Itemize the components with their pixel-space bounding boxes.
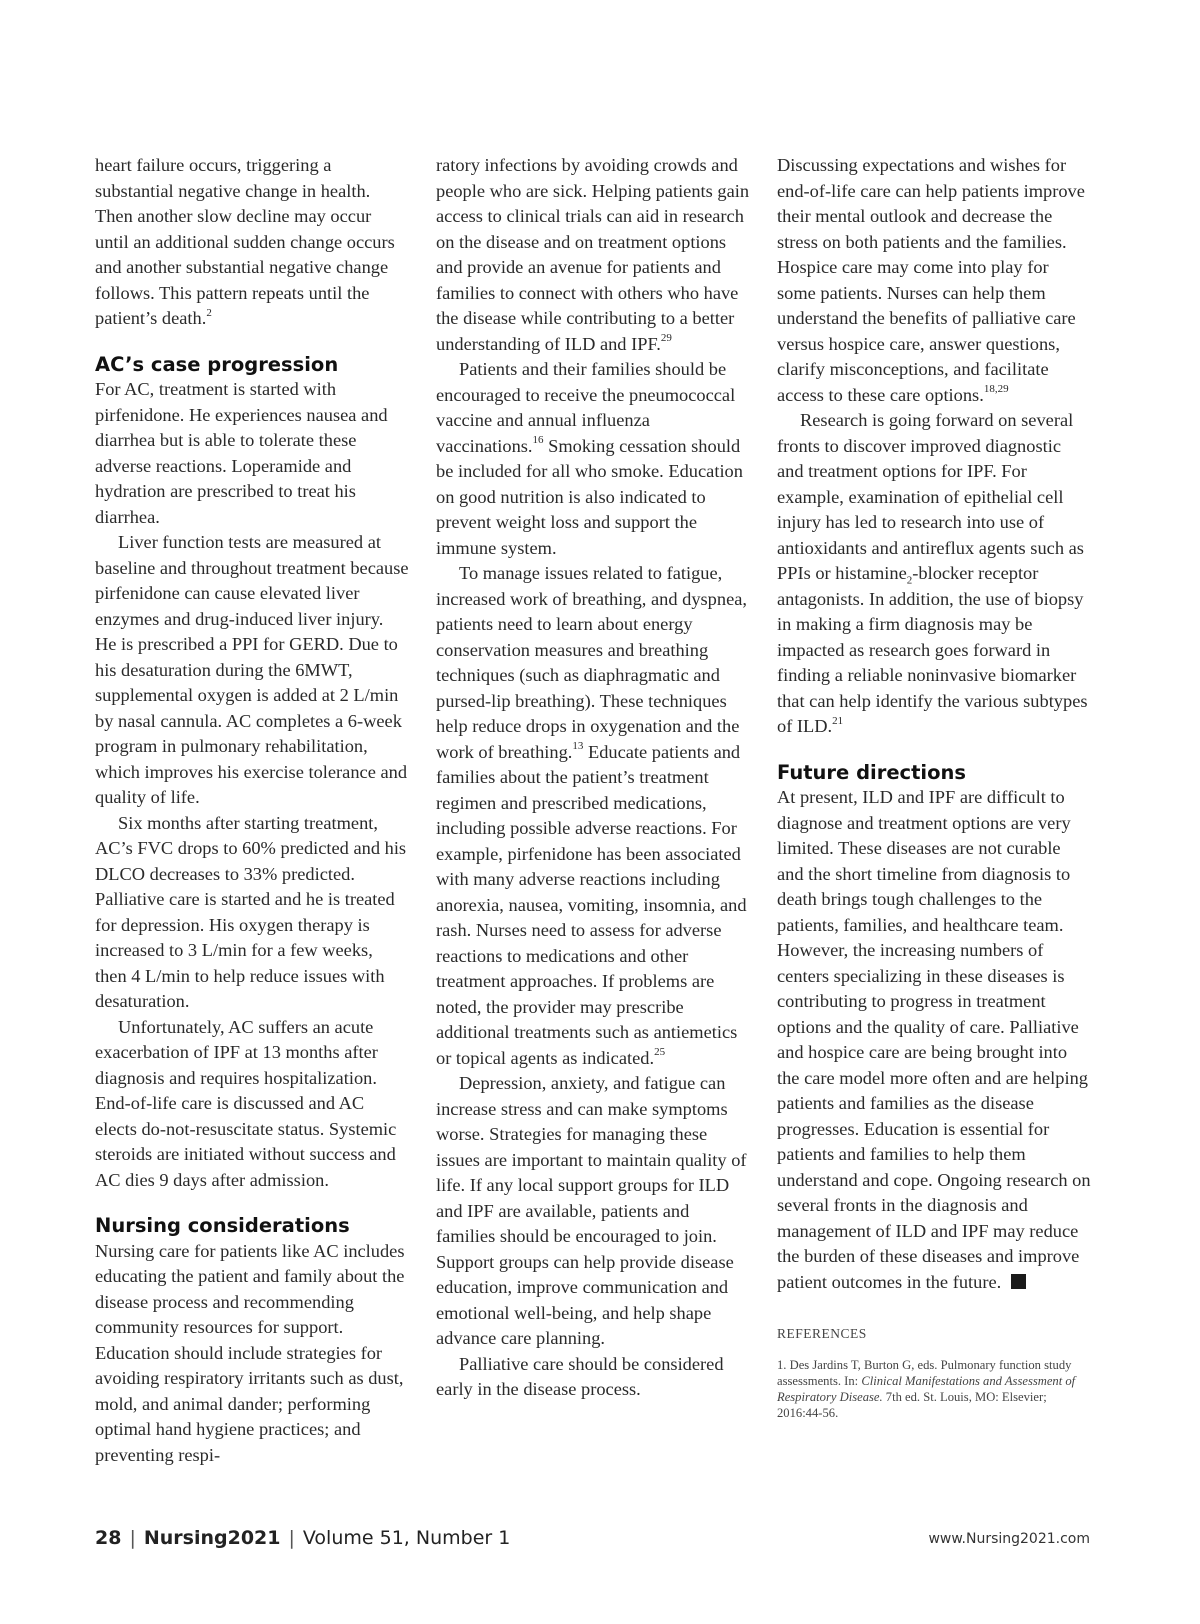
section-heading: Future directions	[777, 760, 967, 784]
journal-name: Nursing2021	[143, 1527, 281, 1549]
body-paragraph: Discussing expectations and wishes for end-of-life care can help patients improve their mental outlook and decrease the stress on both patients and the families. Hospice care may come into play for some patients. Nurses can help them understand the benefits of palliative care versus hospice care, answer questions, clarify misconceptions, and facilitate access to these care options.$^{18,29}$	[777, 155, 1085, 405]
subscript: 2	[906, 574, 913, 587]
citation: 25	[654, 1046, 666, 1059]
citation: 16	[532, 434, 544, 447]
column-3	[777, 153, 1091, 1421]
body-paragraph: ratory infections by avoiding crowds and people who are sick. Helping patients gain access to clinical trials can aid in research on the disease and on treatment options and provide an avenue for patients and families to connect with others who have the disease while contributing to a better understanding of ILD and IPF.$^{29}$	[436, 155, 750, 354]
page-number: 28	[95, 1527, 122, 1549]
end-of-article-square-icon	[1011, 1274, 1026, 1289]
citation: 13	[572, 740, 584, 753]
body-paragraph: Patients and their families should be encouraged to receive the pneumococcal vaccine and annual influenza vaccinations.$^{16}$ Smoking cessation should be included for all who smoke. Education on good nutrition is also indicated to prevent weight loss and support the immune system.	[436, 359, 743, 558]
section-heading: Nursing considerations	[95, 1214, 350, 1237]
reference-item: 1. Des Jardins T, Burton G, eds. Pulmonary function study assessments. In: Clinical Manifestations and Assessment of Respiratory Disease. 7th ed. St. Louis, MO: Elsevier; 2016:44-56.	[777, 1357, 1076, 1420]
body-paragraph: Nursing care for patients like AC includes educating the patient and family about the disease process and recommending community resources for support. Education should include strategies for avoiding respiratory irritants such as dust, mold, and animal dander; performing optimal hand hygiene practices; and preventing respi-	[95, 1240, 405, 1465]
citation: 2	[206, 306, 212, 319]
references-heading: REFERENCES	[777, 1326, 867, 1341]
body-paragraph: To manage issues related to fatigue, increased work of breathing, and dyspnea, patients need to learn about energy conservation measures and breathing techniques (such as diaphragmatic and pursed-lip breathing). These techniques help reduce drops in oxygenation and the work of breathing.$^{13}$ Educate patients and families about the patient’s treatment regimen and prescribed medications, including possible adverse reactions. For example, pirfenidone has been associated with many adverse reactions including anorexia, nausea, vomiting, insomnia, and rash. Nurses need to assess for adverse reactions to medications and other treatment approaches. If problems are noted, the provider may prescribe additional treatments such as antiemetics or topical agents as indicated.$^{25}$	[436, 563, 747, 1068]
footer-separator: |	[129, 1527, 136, 1549]
body-paragraph: At present, ILD and IPF are difficult to diagnose and treatment options are very limited. These diseases are not curable and the short timeline from diagnosis to death brings tough challenges to the patients, families, and healthcare team. However, the increasing numbers of centers specializing in these diseases is contributing to progress in treatment options and the quality of care. Palliative and hospice care are being brought into the care model more often and are helping patients and families as the disease progresses. Education is essential for patients and families to help them understand and cope. Ongoing research on several fronts in the diagnosis and management of ILD and IPF may reduce the burden of these diseases and improve patient outcomes in the future.	[777, 787, 1091, 1292]
footer-separator: |	[288, 1527, 295, 1549]
body-paragraph: Six months after starting treatment, AC’s FVC drops to 60% predicted and his DLCO decreases to 33% predicted. Palliative care is started and he is treated for depression. His oxygen therapy is increased to 3 L/min for a few weeks, then 4 L/min to help reduce issues with desaturation.	[95, 812, 407, 1011]
citation: 18,29	[983, 383, 1009, 396]
footer-folio	[95, 1527, 510, 1549]
journal-website: www.Nursing2021.com	[928, 1531, 1090, 1547]
body-paragraph: Depression, anxiety, and fatigue can increase stress and can make symptoms worse. Strategies for managing these issues are important to maintain quality of life. If any local support groups for ILD and IPF are available, patients and families should be encouraged to join. Support groups can help provide disease education, improve communication and emotional well-being, and help shape advance care planning.	[436, 1073, 747, 1348]
body-paragraph: For AC, treatment is started with pirfenidone. He experiences nausea and diarrhea but is able to tolerate these adverse reactions. Loperamide and hydration are prescribed to treat his diarrhea.	[95, 379, 388, 527]
body-paragraph: Palliative care should be considered early in the disease process.	[436, 1353, 724, 1399]
body-paragraph: Liver function tests are measured at baseline and throughout treatment because pirfenidone can cause elevated liver enzymes and drug-induced liver injury. He is prescribed a PPI for GERD. Due to his desaturation during the 6MWT, supplemental oxygen is added at 2 L/min by nasal cannula. AC completes a 6-week program in pulmonary rehabilitation, which improves his exercise tolerance and quality of life.	[95, 532, 409, 807]
body-paragraph: Unfortunately, AC suffers an acute exacerbation of IPF at 13 months after diagnosis and requires hospitalization. End-of-life care is discussed and AC elects do-not-resuscitate status. Systemic steroids are initiated without success and AC dies 9 days after admission.	[95, 1016, 397, 1190]
references	[777, 1321, 1091, 1421]
section-heading: AC’s case progression	[95, 352, 339, 376]
citation: 21	[832, 714, 844, 727]
column-2	[436, 153, 750, 1403]
column-1	[95, 153, 409, 1468]
page-footer	[95, 1527, 1090, 1555]
body-paragraph: Research is going forward on several fronts to discover improved diagnostic and treatment options for IPF. For example, examination of epithelial cell injury has led to research into use of antioxidants and antireflux agents such as PPIs or histamine$_2$-blocker receptor antagonists. In addition, the use of biopsy in making a firm diagnosis may be impacted as research goes forward in finding a reliable noninvasive biomarker that can help identify the various subtypes of ILD.$^{21}$	[777, 410, 1088, 736]
volume-issue: Volume 51, Number 1	[302, 1527, 511, 1549]
body-paragraph: heart failure occurs, triggering a substantial negative change in health. Then another slow decline may occur until an additional sudden change occurs and another substantial negative change follows. This pattern repeats until the patient’s death.$^2$	[95, 155, 395, 328]
citation: 29	[660, 332, 672, 345]
